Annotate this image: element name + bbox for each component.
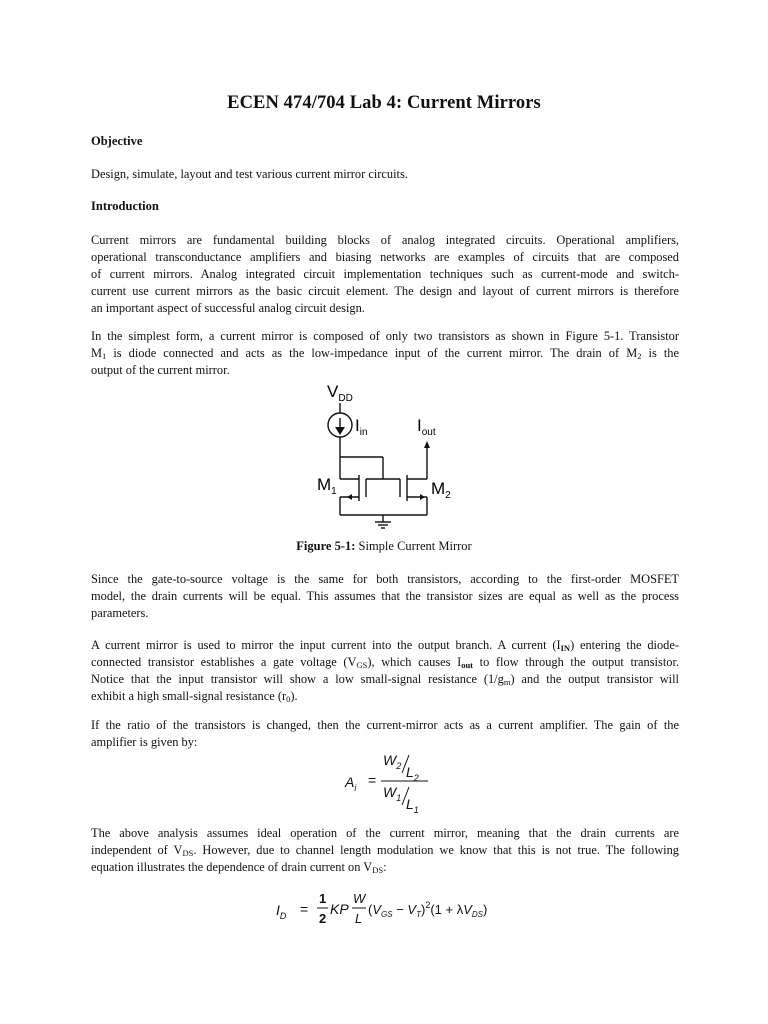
- svg-text:W2: $W_2$: [383, 752, 402, 771]
- objective-heading: Objective: [91, 134, 143, 148]
- simplest-line: In the simplest form, a current mirror is composed of only two transistors as shown in Figure 5-1. Transistor: [91, 329, 679, 343]
- current-arrow-icon: [335, 427, 345, 435]
- objective-text: Design, simulate, layout and test various current mirror circuits.: [91, 167, 408, 181]
- svg-text:Ai: $A_i$: [345, 774, 357, 793]
- gain-equation: [340, 745, 450, 815]
- iin-label: $I_{in}$: [355, 416, 368, 438]
- intro-line: Current mirrors are fundamental building blocks of analog integrated circuits. Operational amplifiers,: [91, 233, 679, 247]
- analysis-paragraph: [91, 825, 679, 876]
- gate-line: Since the gate-to-source voltage is the same for both transistors, according to the first-order MOSFET: [91, 572, 679, 586]
- ratio-line: amplifier is given by:: [91, 735, 198, 749]
- analysis-line: The above analysis assumes ideal operation of the current mirror, meaning that the drain currents are: [91, 826, 679, 840]
- iout-label: $I_{out}$: [417, 416, 436, 438]
- mirror-line: A current mirror is used to mirror the input current into the output branch. A current $(I_{IN})$ entering the diode-: [91, 638, 679, 653]
- figure-caption: Figure 5-1: Simple Current Mirror: [296, 539, 472, 553]
- svg-text:(VGS − VT)2(1 + λVDS): $(V_{GS} - V_T)^2(1 + \lambda V_{DS})$: [368, 900, 488, 919]
- intro-line: current use current mirrors as the basic circuit element. The design and layout of current mirrors is therefore: [91, 284, 679, 298]
- svg-text:W1: $W_1$: [383, 784, 402, 803]
- intro-line: an important aspect of successful analog circuit design.: [91, 301, 365, 315]
- svg-text:KP: KP: [330, 901, 349, 917]
- mirror-line: exhibit a high small-signal resistance $(r_0)$.: [91, 689, 298, 704]
- gate-line: model, the drain currents will be equal. This assumes that the transistor sizes are equal as well as the process: [91, 589, 679, 603]
- analysis-line: equation illustrates the dependence of drain current on $V_{DS}$:: [91, 860, 387, 875]
- simplest-line: output of the current mirror.: [91, 363, 230, 377]
- current-mirror-schematic: [300, 375, 470, 535]
- svg-text:=: =: [368, 772, 377, 788]
- drain-current-equation: [272, 886, 502, 934]
- page-title: ECEN 474/704 Lab 4: Current Mirrors: [227, 93, 541, 113]
- svg-text:ID: $I_D$: [276, 902, 287, 921]
- simplest-form-paragraph: [91, 328, 679, 379]
- introduction-paragraph: [91, 232, 679, 317]
- svg-text:=: =: [300, 901, 309, 917]
- gate-line: parameters.: [91, 606, 149, 620]
- svg-text:2: 2: [319, 911, 327, 926]
- m1-label: $M_1$: [317, 475, 337, 497]
- mirror-line: connected transistor establishes a gate voltage $(V_{GS})$, which causes $I_{out}$ to flow through the output transistor.: [91, 655, 680, 670]
- mirror-line: Notice that the input transistor will show a low small-signal resistance $(1/g_m)$ and the output transistor will: [91, 672, 679, 687]
- svg-text:W: W: [353, 891, 366, 906]
- simplest-line: $M_1$ is diode connected and acts as the low-impedance input of the current mirror. The drain of $M_2$ is the: [91, 346, 679, 361]
- gate-source-paragraph: [91, 571, 679, 622]
- intro-line: operational transconductance amplifiers and biasing networks are examples of circuits that are composed: [91, 250, 679, 264]
- vdd-label: $V_{DD}$: [327, 382, 353, 404]
- intro-line: of current mirrors. Analog integrated circuit implementation techniques such as current-mode and switch-: [91, 267, 679, 281]
- svg-text:L: L: [355, 911, 363, 926]
- analysis-line: independent of $V_{DS}$. However, due to channel length modulation we know that this is not true. The following: [91, 843, 679, 858]
- ratio-line: If the ratio of the transistors is changed, then the current-mirror acts as a current amplifier. The gain of the: [91, 718, 679, 732]
- svg-text:1: 1: [319, 891, 327, 906]
- svg-text:L1: $L_1$: [406, 796, 419, 815]
- introduction-heading: Introduction: [91, 199, 159, 213]
- m2-label: $M_2$: [431, 479, 451, 501]
- svg-text:L2: $L_2$: [406, 764, 419, 783]
- mirror-paragraph: [91, 637, 679, 705]
